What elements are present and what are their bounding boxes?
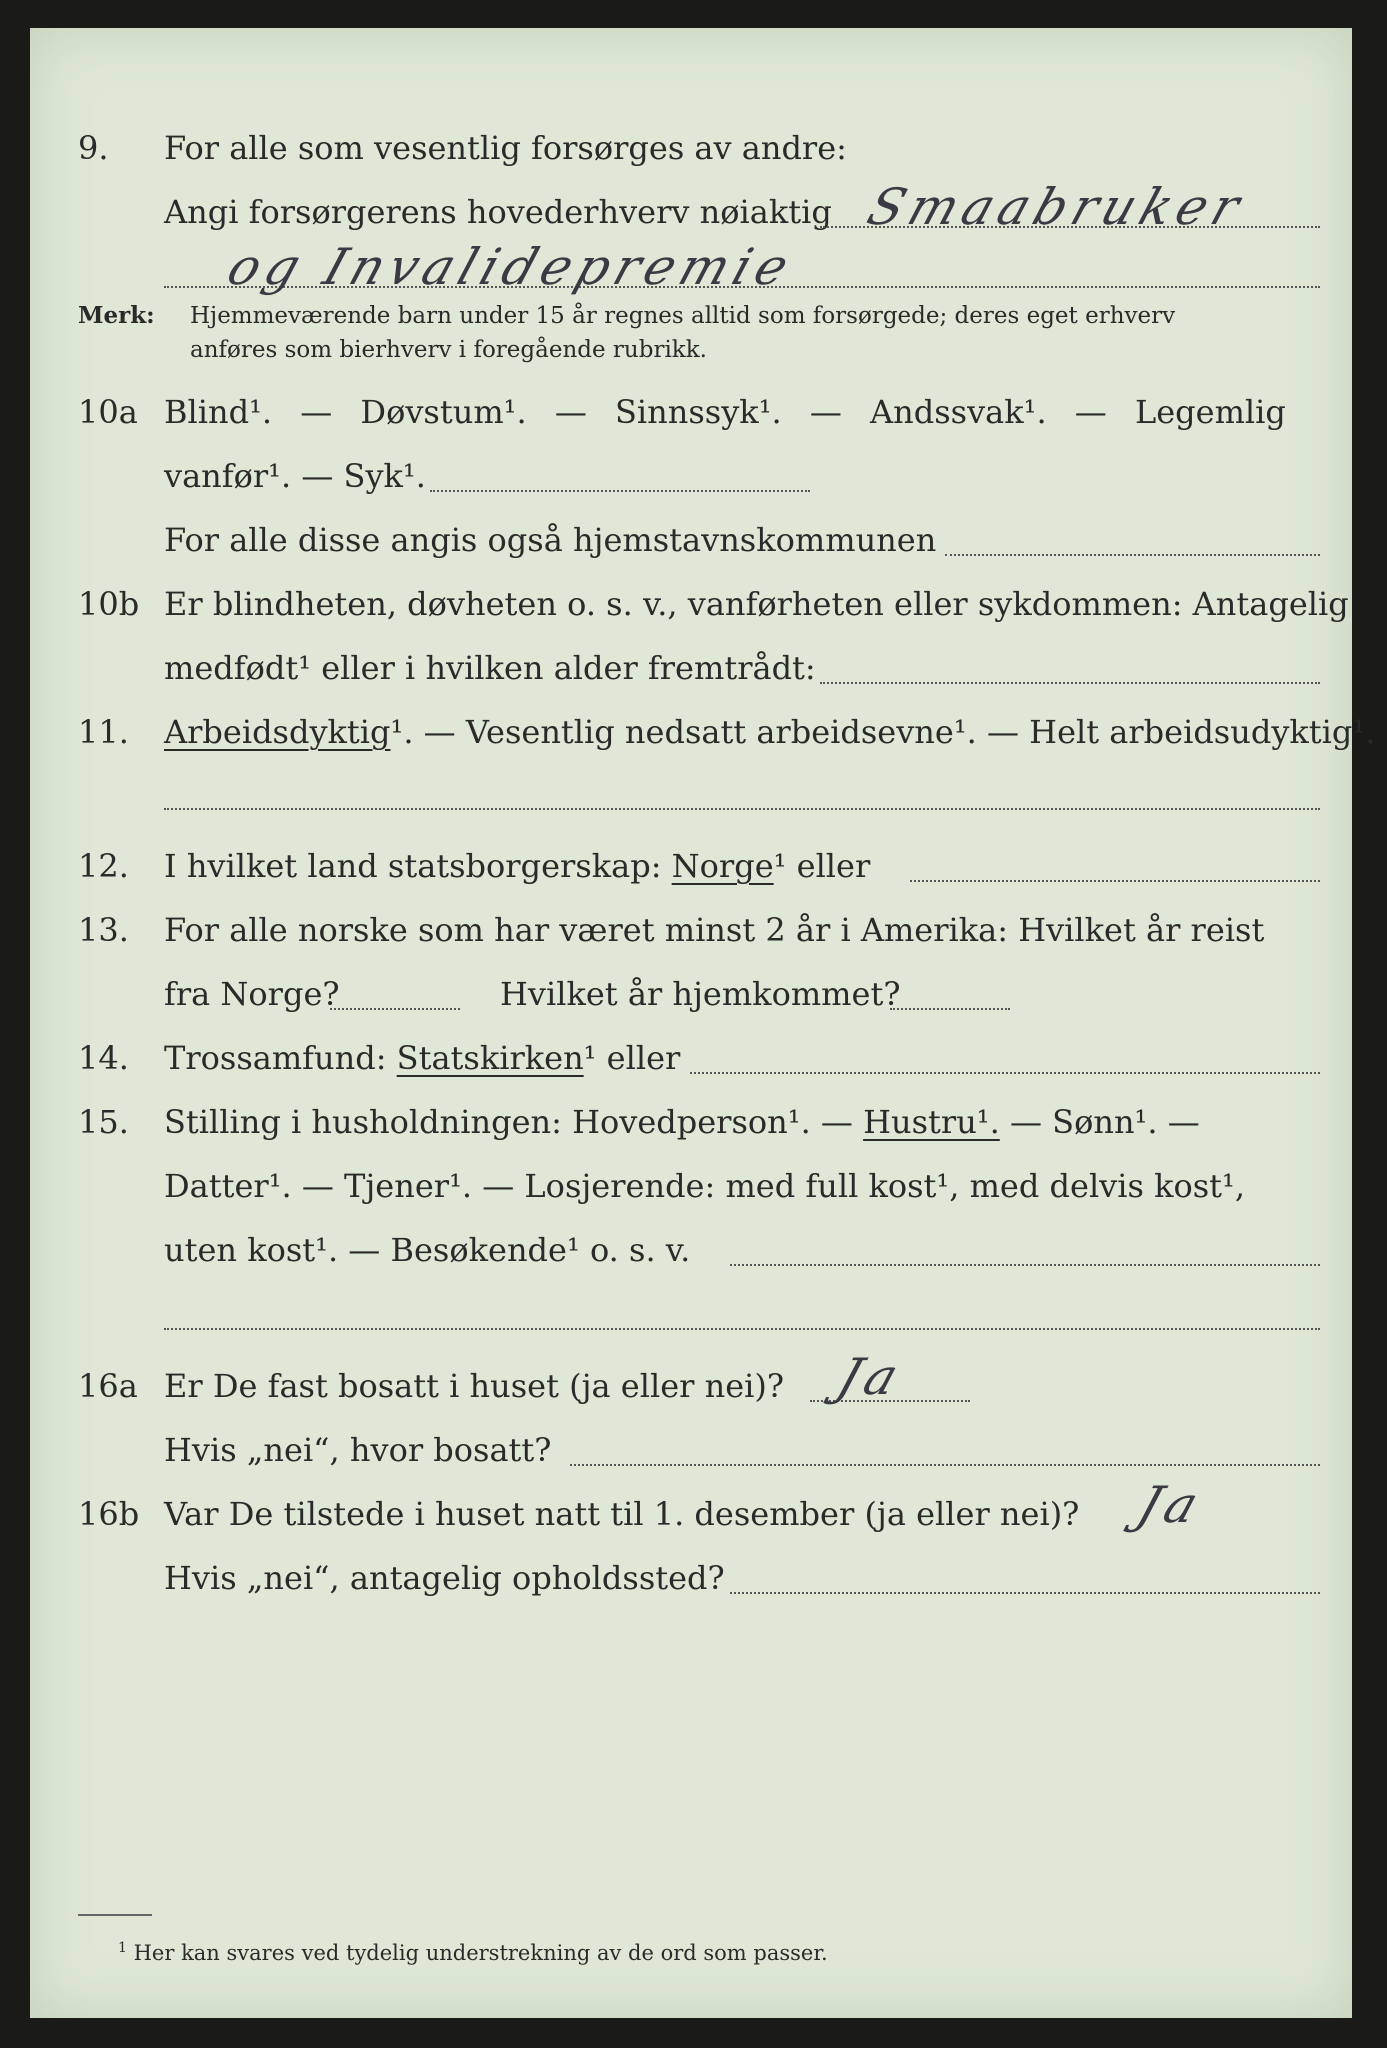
q11-answer-line	[164, 808, 1320, 810]
q13-line2a: fra Norge?	[164, 975, 340, 1013]
q16b-number: 16b	[78, 1495, 140, 1533]
q9-line2: Angi forsørgerens hovederhverv nøiaktig	[164, 193, 832, 231]
q16a-handwritten-answer: Ja	[830, 1348, 912, 1406]
q15-number: 15.	[78, 1103, 129, 1141]
q13-number: 13.	[78, 911, 129, 949]
footnote-rule	[78, 1914, 152, 1916]
q14-suffix: ¹ eller	[583, 1039, 681, 1077]
q14-prefix: Trossamfund:	[164, 1039, 397, 1077]
q16a-answer-line2	[570, 1464, 1320, 1466]
q12-number: 12.	[78, 847, 129, 885]
q15-selected-option: Hustru¹.	[863, 1103, 1000, 1141]
q15-prefix: Stilling i husholdningen: Hovedperson¹. —	[164, 1103, 864, 1141]
q10a-line2: vanfør¹. — Syk¹.	[164, 457, 426, 495]
q13-line1: For alle norske som har været minst 2 år i Amerika: Hvilket år reist	[164, 911, 1265, 949]
footnote-text	[118, 1932, 828, 1969]
q10a-line1: Blind¹. — Døvstum¹. — Sinnssyk¹. — Andssvak¹. — Legemlig	[164, 393, 1286, 431]
q14-selected-option: Statskirken	[396, 1039, 584, 1077]
q10a-answer-line	[430, 490, 810, 492]
q9-number: 9.	[78, 129, 109, 167]
q11-rest: ¹. — Vesentlig nedsatt arbeidsevne¹. — Helt arbeidsudyktig¹.	[390, 713, 1376, 751]
footnote-body: Her kan svares ved tydelig understrekning av de ord som passer.	[133, 1941, 828, 1965]
q15-suffix: — Sønn¹. —	[999, 1103, 1200, 1141]
q11-line1	[164, 712, 1375, 752]
q10b-number: 10b	[78, 585, 140, 623]
q13-answer-line2	[890, 1008, 1010, 1010]
q15-line3: uten kost¹. — Besøkende¹ o. s. v.	[164, 1231, 691, 1269]
footnote-mark: 1	[118, 1940, 127, 1956]
q15-line1	[164, 1102, 1200, 1142]
q16b-line1: Var De tilstede i huset natt til 1. desember (ja eller nei)?	[164, 1495, 1080, 1533]
q10a-answer-line3	[945, 554, 1320, 556]
q15-line2: Datter¹. — Tjener¹. — Losjerende: med full kost¹, med delvis kost¹,	[164, 1167, 1246, 1205]
q12-line1	[164, 846, 870, 886]
q16b-line2: Hvis „nei“, antagelig opholdssted?	[164, 1559, 725, 1597]
q10b-line1: Er blindheten, døvheten o. s. v., vanførheten eller sykdommen: Antagelig	[164, 585, 1349, 623]
q10b-line2: medfødt¹ eller i hvilken alder fremtrådt:	[164, 649, 816, 687]
q11-number: 11.	[78, 713, 129, 751]
q16a-number: 16a	[78, 1367, 138, 1405]
q16b-handwritten-answer: Ja	[1130, 1476, 1212, 1534]
q14-line1	[164, 1038, 680, 1078]
q12-answer-line	[910, 880, 1320, 882]
q11-selected-option: Arbeidsdyktig	[164, 713, 391, 751]
q9-handwritten-answer2: og Invalidepremie	[220, 238, 802, 296]
q9-handwritten-answer1: Smaabruker	[860, 178, 1253, 236]
q12-selected-option: Norge	[671, 847, 774, 885]
q10b-answer-line	[820, 682, 1320, 684]
q13-line2b: Hvilket år hjemkommet?	[500, 975, 901, 1013]
merk-label: Merk:	[78, 302, 155, 329]
q15-answer-line1	[730, 1264, 1320, 1266]
merk-line2: anføres som bierhverv i foregående rubrikk.	[190, 337, 707, 363]
q13-answer-line1	[330, 1008, 460, 1010]
q14-number: 14.	[78, 1039, 129, 1077]
q10a-line3: For alle disse angis også hjemstavnskommunen	[164, 521, 937, 559]
q16a-line2: Hvis „nei“, hvor bosatt?	[164, 1431, 552, 1469]
q9-line1: For alle som vesentlig forsørges av andre:	[164, 129, 847, 167]
census-form-page	[30, 28, 1376, 2018]
q12-prefix: I hvilket land statsborgerskap:	[164, 847, 672, 885]
q14-answer-line	[690, 1072, 1320, 1074]
q10a-number: 10a	[78, 393, 138, 431]
q16b-answer-line	[730, 1592, 1320, 1594]
q12-suffix: ¹ eller	[773, 847, 871, 885]
merk-line1: Hjemmeværende barn under 15 år regnes alltid som forsørgede; deres eget erhverv	[190, 303, 1176, 329]
q15-answer-line2	[164, 1328, 1320, 1330]
q16a-line1: Er De fast bosatt i huset (ja eller nei)?	[164, 1367, 785, 1405]
